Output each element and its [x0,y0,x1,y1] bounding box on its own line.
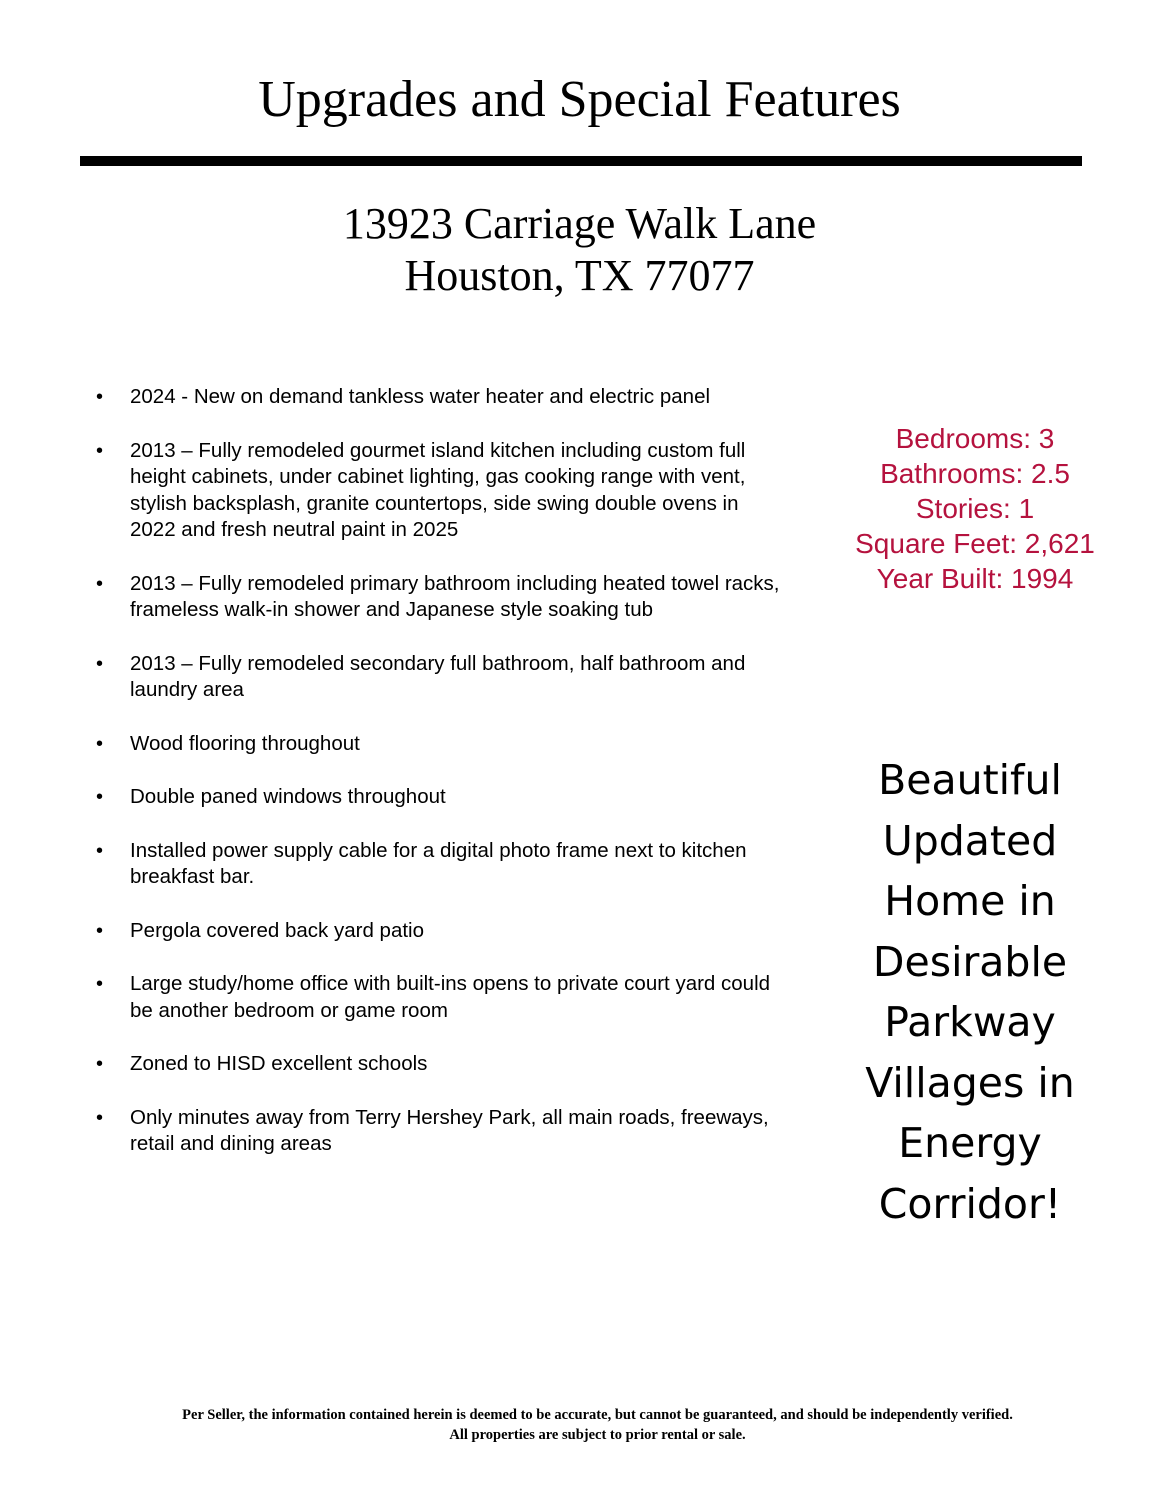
feature-item: • Zoned to HISD excellent schools [96,1051,786,1078]
disclaimer-line: All properties are subject to prior rental or sale. [449,1427,746,1443]
feature-item: • 2013 – Fully remodeled primary bathroom including heated towel racks, frameless walk-in shower and Japanese style soaking tub [96,571,786,624]
tagline [830,750,1110,1234]
stat-square-feet: Square Feet: 2,621 [855,528,1095,559]
page-title: Upgrades and Special Features [258,71,901,128]
stat-year-built: Year Built: 1994 [876,563,1074,594]
address-city: Houston, TX 77077 [404,251,755,300]
stat-bedrooms: Bedrooms: 3 [895,423,1055,454]
feature-item: • 2013 – Fully remodeled gourmet island kitchen including custom full height cabinets, under cabinet lighting, gas cooking range with vent, stylish backsplash, granite countertops, side swing double ovens in 2022 and fresh neutral paint in 2025 [96,438,786,544]
tagline-line: Beautiful [878,756,1062,804]
tagline-line: Parkway [884,998,1056,1046]
feature-item: • Pergola covered back yard patio [96,918,786,945]
disclaimer-line: Per Seller, the information contained herein is deemed to be accurate, but cannot be guaranteed, and should be independently verified. [182,1407,1013,1423]
tagline-line: Corridor! [878,1179,1062,1228]
tagline-line: Villages in [865,1058,1075,1107]
feature-item: • 2024 - New on demand tankless water heater and electric panel [96,384,786,411]
feature-item: • Only minutes away from Terry Hershey Park, all main roads, freeways, retail and dining areas [96,1105,786,1158]
tagline-line: Desirable [872,937,1068,986]
disclaimer [0,1405,1159,1445]
property-stats [830,421,1120,596]
feature-item: • Installed power supply cable for a digital photo frame next to kitchen breakfast bar. [96,838,786,891]
address-street: 13923 Carriage Walk Lane [342,199,817,248]
feature-item: • Wood flooring throughout [96,731,786,758]
feature-item: • Large study/home office with built-ins opens to private court yard could be another bedroom or game room [96,971,786,1024]
stat-stories: Stories: 1 [915,493,1035,524]
feature-item: • Double paned windows throughout [96,784,786,811]
tagline-line: Energy [898,1119,1042,1167]
property-address [0,198,1159,302]
title-divider [80,156,1082,166]
tagline-line: Home in [884,877,1056,925]
feature-item: • 2013 – Fully remodeled secondary full bathroom, half bathroom and laundry area [96,651,786,704]
tagline-line: Updated [882,816,1058,865]
features-list [96,384,786,1185]
stat-bathrooms: Bathrooms: 2.5 [880,458,1070,489]
